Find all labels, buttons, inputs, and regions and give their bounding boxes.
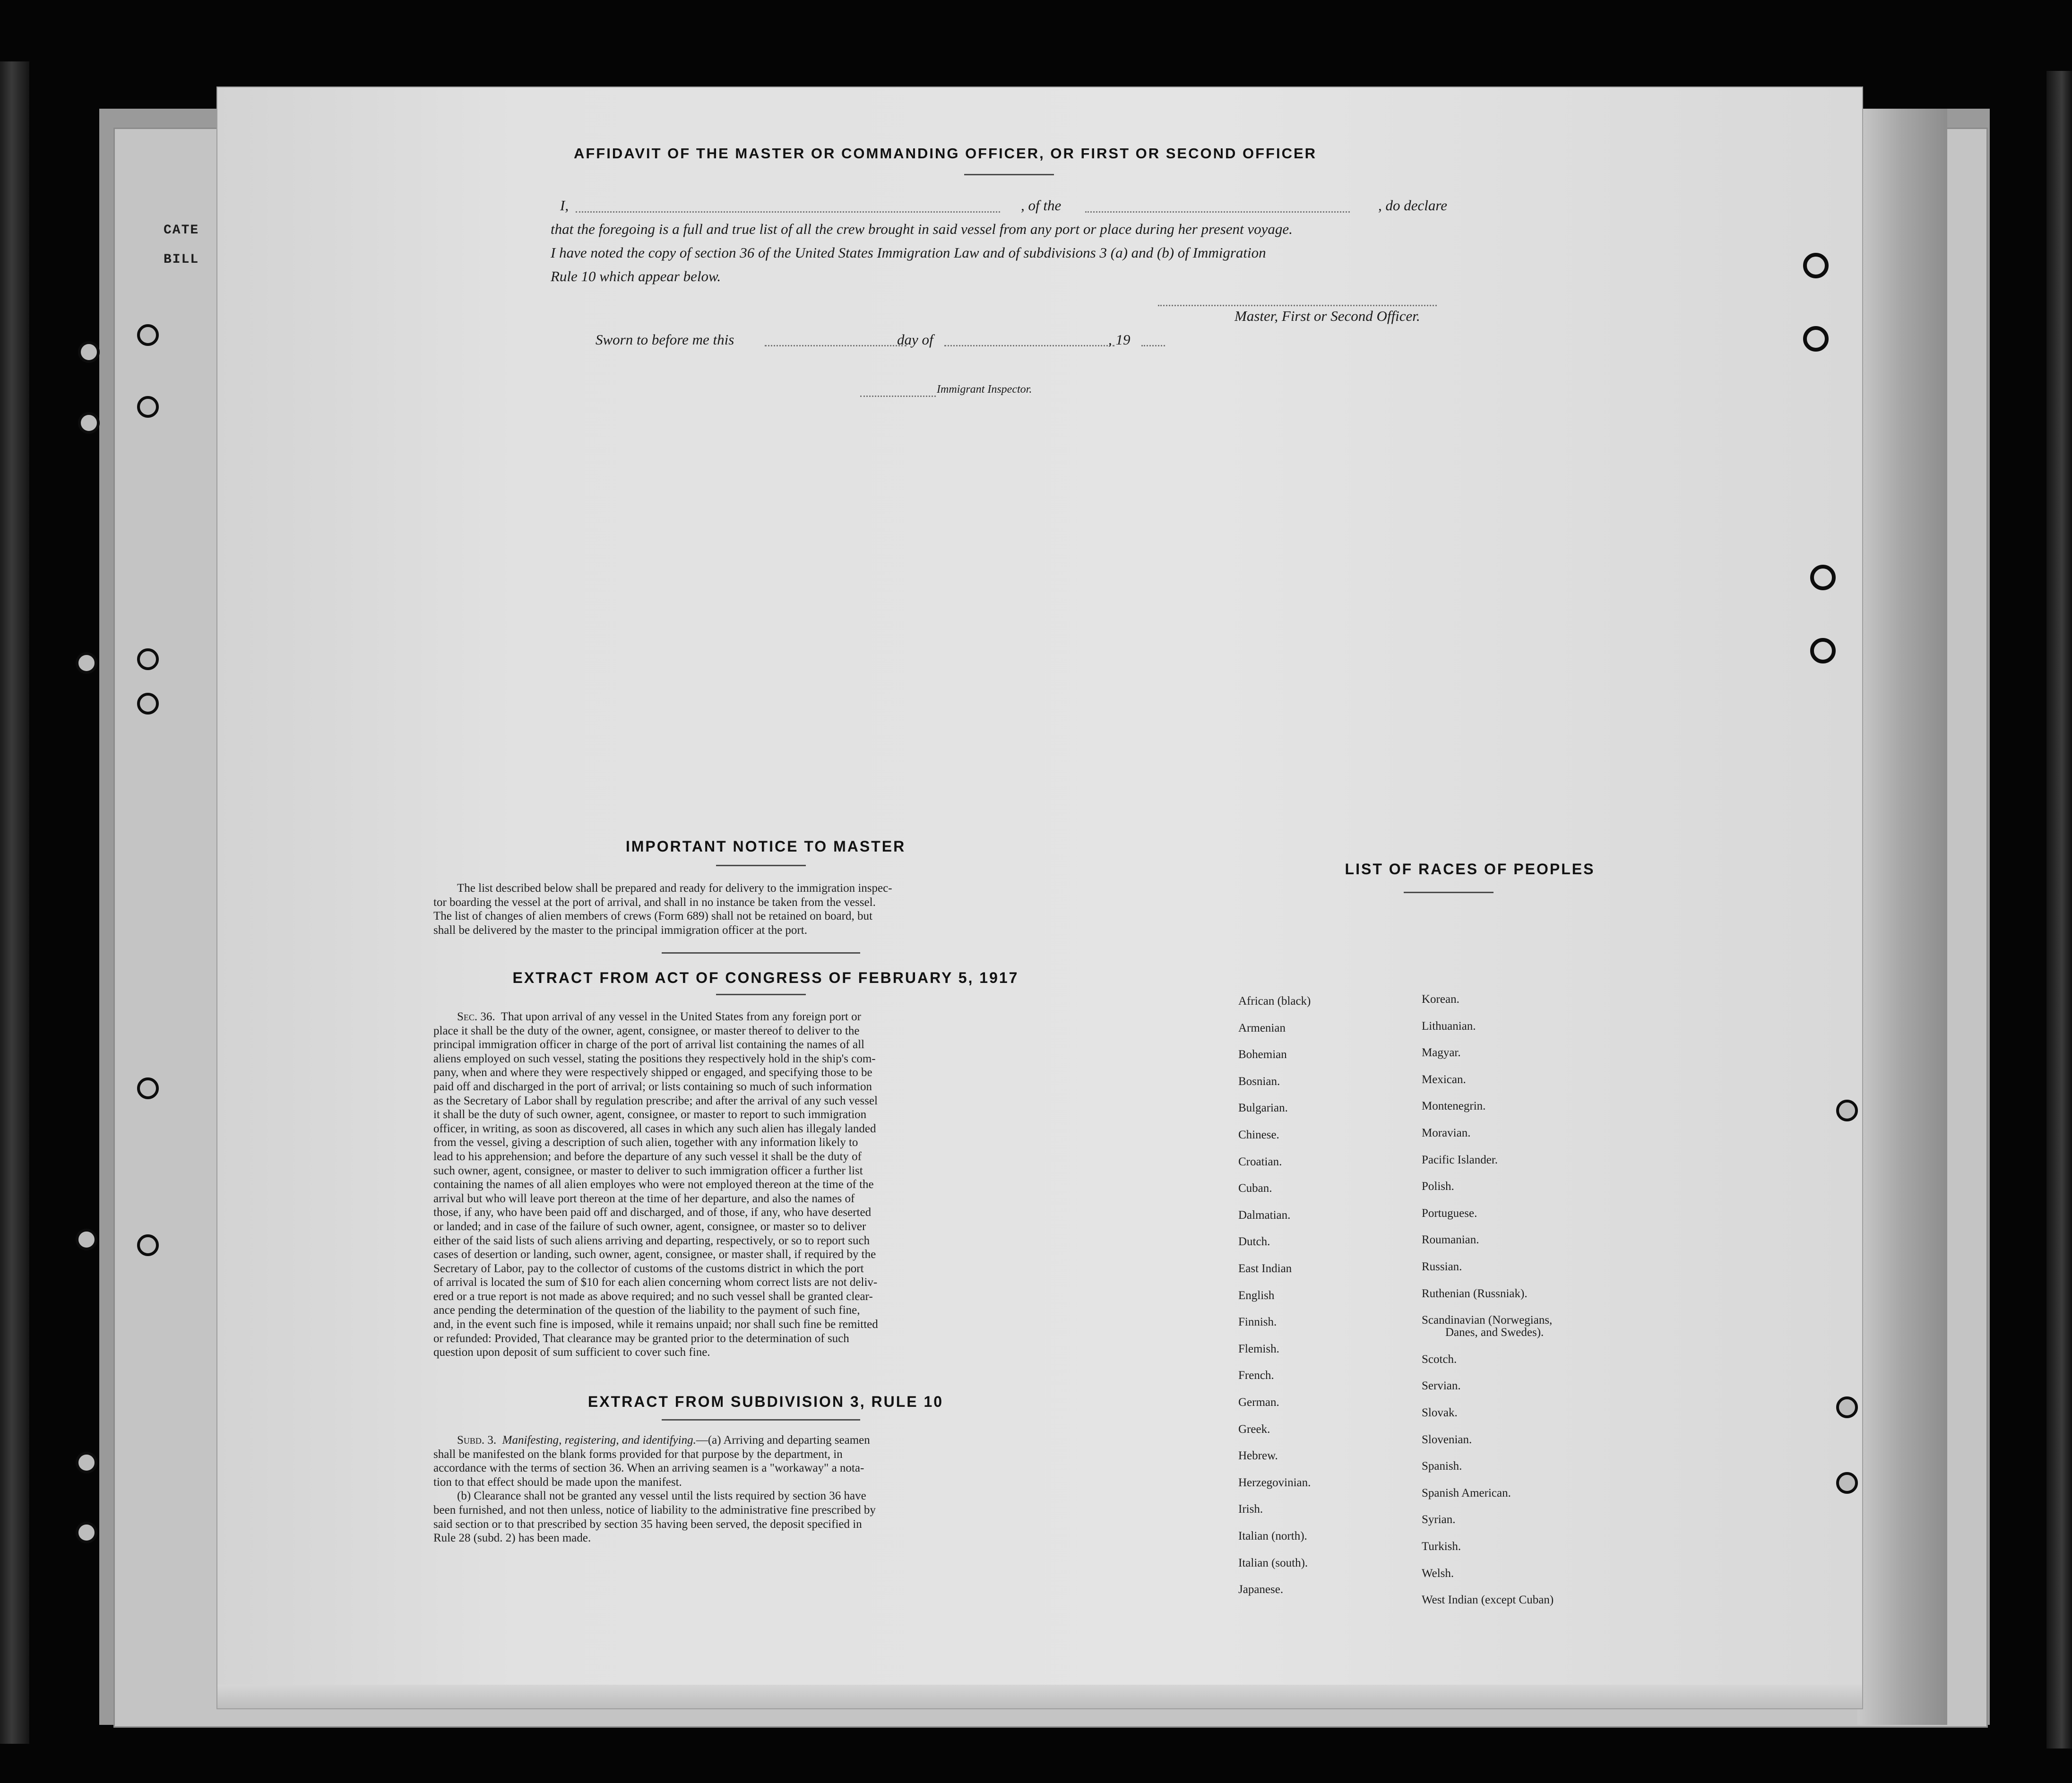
affidavit-of-the: , of the (1021, 197, 1062, 214)
sworn-year-field[interactable] (1141, 345, 1165, 346)
rule-line: Rule 28 (subd. 2) has been made. (433, 1532, 591, 1545)
race-item: German. (1238, 1396, 1279, 1409)
race-item: Servian. (1422, 1379, 1461, 1393)
punch-hole-icon (1803, 326, 1829, 352)
rule-line: shall be manifested on the blank forms provided for that purpose by the department, in (433, 1447, 843, 1461)
race-item: African (black) (1238, 995, 1311, 1008)
act-line: ance pending the determination of the question of the liability to the payment of such fine, (433, 1304, 860, 1317)
race-item: Scotch. (1422, 1352, 1457, 1366)
race-item: Roumanian. (1422, 1233, 1479, 1247)
race-item: Spanish American. (1422, 1486, 1511, 1499)
act-line: those, if any, who have been paid off and discharged, and of those, if any, who have deserted (433, 1206, 872, 1219)
race-item: Magyar. (1422, 1046, 1461, 1059)
notice-line: The list described below shall be prepared and ready for delivery to the immigration inspec- (457, 882, 892, 895)
race-item: Slovak. (1422, 1406, 1458, 1419)
binder-edge-right (2046, 71, 2072, 1749)
act-line: lead to his apprehension; and before the departure of any such vessel it shall be the duty of (433, 1150, 862, 1163)
race-item: Dutch. (1238, 1235, 1270, 1249)
inspector-signature-field[interactable] (860, 396, 936, 397)
act-line: Sec. 36. That upon arrival of any vessel in the United States from any foreign port or (457, 1010, 862, 1023)
race-item: Ruthenian (Russniak). (1422, 1287, 1528, 1300)
race-item: Italian (north). (1238, 1530, 1307, 1542)
rule-underline (662, 1419, 860, 1421)
act-line: ered or a true report is not made as above required; and no such vessel shall be granted clear- (433, 1290, 873, 1303)
race-item: Korean. (1422, 993, 1459, 1006)
race-item: Syrian. (1422, 1513, 1456, 1526)
race-item: East Indian (1238, 1262, 1292, 1275)
race-item: West Indian (except Cuban) (1422, 1594, 1554, 1607)
race-item: Slovenian. (1422, 1433, 1472, 1446)
act-line: from the vessel, giving a description of such alien, together with any information likely to (433, 1136, 858, 1149)
binder-edge-left (0, 61, 29, 1744)
underlying-sheet-label: BILL (164, 252, 199, 267)
act-line: cases of desertion or landing, such owner, agent, consignee, or master shall, if required by the (433, 1248, 876, 1261)
affidavit-line-4: Rule 10 which appear below. (551, 268, 721, 284)
race-item: Dalmatian. (1238, 1208, 1291, 1222)
race-item: Moravian. (1422, 1127, 1471, 1139)
punch-hole-icon (1803, 253, 1829, 278)
page-bottom-edge (217, 1685, 1862, 1708)
rule-line: (b) Clearance shall not be granted any vessel until the lists required by section 36 have (457, 1490, 866, 1503)
act-line: or refunded: Provided, That clearance may be granted prior to the determination of such (433, 1332, 849, 1345)
act-line: paid off and discharged in the port of arrival; or lists containing so much of such information (433, 1080, 872, 1093)
act-line: Secretary of Labor, pay to the collector of customs of the customs district in which the port (433, 1262, 864, 1275)
binder-hole-icon (78, 412, 100, 434)
sworn-day-field[interactable] (765, 345, 906, 346)
race-item: Portuguese. (1422, 1206, 1477, 1220)
subdivision-label: Subd. 3. (457, 1434, 497, 1447)
sworn-label: Sworn to before me this (596, 331, 734, 348)
race-item: Chinese. (1238, 1128, 1279, 1141)
title-underline (964, 174, 1054, 175)
race-item: Irish. (1238, 1503, 1263, 1516)
underlying-sheet-right (1857, 109, 1947, 1725)
notice-underline (716, 865, 806, 866)
act-line: principal immigration officer in charge of the port of arrival list containing the names of all (433, 1038, 864, 1051)
affidavit-line-3: I have noted the copy of section 36 of the United States Immigration Law and of subdivisions 3 (a) and (b) of Immigration (551, 244, 1266, 261)
races-title: LIST OF RACES OF PEOPLES (1345, 861, 1595, 878)
binder-hole-icon (137, 1234, 159, 1256)
punch-hole-icon (1810, 565, 1836, 590)
act-line: aliens employed on such vessel, stating the positions they respectively hold in the ship's com- (433, 1052, 876, 1065)
affidavit-line-2: that the foregoing is a full and true list of all the crew brought in said vessel from any port or place during her present voyage. (551, 221, 1293, 237)
rule-line: tion to that effect should be made upon the manifest. (433, 1475, 682, 1489)
rule-title: EXTRACT FROM SUBDIVISION 3, RULE 10 (587, 1393, 944, 1410)
punch-hole-icon (1836, 1100, 1858, 1121)
race-item: Polish. (1422, 1180, 1454, 1193)
notice-title: IMPORTANT NOTICE TO MASTER (625, 838, 906, 855)
race-item: Lithuanian. (1422, 1019, 1476, 1033)
act-line: officer, in writing, as soon as discovered, all cases in which any such alien has illegaly landed (433, 1122, 876, 1135)
rule-body (433, 1433, 1204, 1545)
act-line: as the Secretary of Labor shall by regulation prescribe; and after the arrival of any such vessel (433, 1094, 878, 1107)
punch-hole-icon (1836, 1396, 1858, 1418)
master-signature-label: Master, First or Second Officer. (1235, 308, 1420, 324)
sworn-month-field[interactable] (944, 345, 1114, 346)
vessel-name-field[interactable] (1085, 211, 1350, 213)
act-line: of arrival is located the sum of $10 for each alien concerning whom correct lists are not deliv- (433, 1276, 878, 1289)
race-item: French. (1238, 1369, 1274, 1382)
binder-hole-icon (137, 324, 159, 346)
notice-body (433, 881, 1204, 937)
race-item: Bulgarian. (1238, 1102, 1288, 1115)
race-item: Armenian (1238, 1021, 1286, 1034)
act-line: either of the said lists of such aliens arriving and departing, respectively, or so to report such (433, 1234, 870, 1247)
binder-hole-icon (137, 1077, 159, 1099)
affidavit-title: AFFIDAVIT OF THE MASTER OR COMMANDING OFFICER, OR FIRST OR SECOND OFFICER (573, 145, 1317, 162)
race-item: Hebrew. (1238, 1449, 1278, 1463)
race-item: Bosnian. (1238, 1075, 1280, 1088)
punch-hole-icon (1810, 638, 1836, 663)
act-line: it shall be the duty of such owner, agent, consignee, or master to report to such immigration (433, 1108, 867, 1121)
binder-hole-icon (78, 341, 100, 363)
act-body (433, 1010, 1204, 1360)
binder-hole-icon (76, 652, 97, 674)
race-item: Italian (south). (1238, 1556, 1308, 1569)
race-item: Bohemian (1238, 1048, 1287, 1061)
race-item: English (1238, 1289, 1275, 1302)
rule-line: been furnished, and not then unless, notice of liability to the administrative fine prescribed by (433, 1503, 876, 1516)
affidavit-i: I, (560, 197, 569, 214)
act-line: such owner, agent, consignee, or master to deliver to such immigration officer a further list (433, 1164, 863, 1177)
underlying-sheet-label: CATE (164, 223, 199, 238)
race-item: Danes, and Swedes). (1445, 1326, 1544, 1339)
act-line: arrival but who will leave port thereon at the time of her departure, and also the names of (433, 1192, 855, 1205)
race-item: Finnish. (1238, 1316, 1277, 1329)
race-item: Turkish. (1422, 1540, 1461, 1553)
race-item: Croatian. (1238, 1155, 1282, 1168)
race-item: Greek. (1238, 1422, 1270, 1436)
act-line: containing the names of all alien employes who were not employed thereon at the time of the (433, 1178, 874, 1191)
race-item: Montenegrin. (1422, 1100, 1486, 1113)
race-item: Scandinavian (Norwegians, (1422, 1314, 1553, 1327)
officer-name-field[interactable] (576, 211, 1000, 213)
inspector-label: Immigrant Inspector. (937, 383, 1032, 396)
rule-line: accordance with the terms of section 36. When an arriving seamen is a "workaway" a nota- (433, 1462, 864, 1475)
act-underline (716, 994, 806, 995)
rule-line: Subd. 3. Manifesting, registering, and identifying.—(a) Arriving and departing seamen (457, 1434, 870, 1447)
act-title: EXTRACT FROM ACT OF CONGRESS OF FEBRUARY 5, 1917 (512, 969, 1019, 986)
binder-hole-icon (137, 648, 159, 670)
act-line: and, in the event such fine is imposed, while it remains unpaid; nor shall such fine be remitted (433, 1318, 878, 1331)
binder-hole-icon (76, 1452, 97, 1473)
notice-line: shall be delivered by the master to the principal immigration officer at the port. (433, 923, 807, 937)
binder-hole-icon (76, 1522, 97, 1543)
races-underline (1404, 892, 1494, 893)
race-item: Mexican. (1422, 1073, 1466, 1086)
rule-line: said section or to that prescribed by section 35 having been served, the deposit specified in (433, 1517, 862, 1531)
punch-hole-icon (1836, 1472, 1858, 1494)
race-item: Spanish. (1422, 1460, 1462, 1473)
act-line: question upon deposit of sum sufficient to cover such fine. (433, 1346, 710, 1359)
act-line: or landed; and in case of the failure of such owner, agent, consignee, or master so to deliver (433, 1220, 866, 1233)
race-item: Welsh. (1422, 1567, 1454, 1580)
race-item: Cuban. (1238, 1182, 1272, 1195)
year-label: , 19 (1108, 331, 1131, 348)
binder-hole-icon (76, 1229, 97, 1250)
section-label: Sec. 36. (457, 1010, 495, 1023)
race-item: Flemish. (1238, 1342, 1279, 1355)
binder-hole-icon (137, 396, 159, 418)
officer-signature-field[interactable] (1158, 305, 1437, 306)
race-item: Pacific Islander. (1422, 1153, 1498, 1166)
subdivision-heading: Manifesting, registering, and identifying. (502, 1434, 696, 1447)
affidavit-do-declare: , do declare (1378, 197, 1448, 214)
notice-line: tor boarding the vessel at the port of arrival, and shall in no instance be taken from the vessel. (433, 896, 876, 909)
race-item: Japanese. (1238, 1583, 1284, 1596)
act-line: pany, when and where they were respectively shipped or engaged, and specifying those to be (433, 1066, 872, 1079)
day-of-label: day of (897, 331, 933, 348)
binder-hole-icon (137, 693, 159, 715)
manifest-page (217, 87, 1862, 1708)
act-line: place it shall be the duty of the owner, agent, consignee, or master thereof to deliver to the (433, 1024, 860, 1037)
notice-line: The list of changes of alien members of crews (Form 689) shall not be retained on board, but (433, 910, 872, 923)
race-item: Russian. (1422, 1260, 1462, 1273)
race-item: Herzegovinian. (1238, 1476, 1311, 1489)
section-divider (662, 952, 860, 954)
